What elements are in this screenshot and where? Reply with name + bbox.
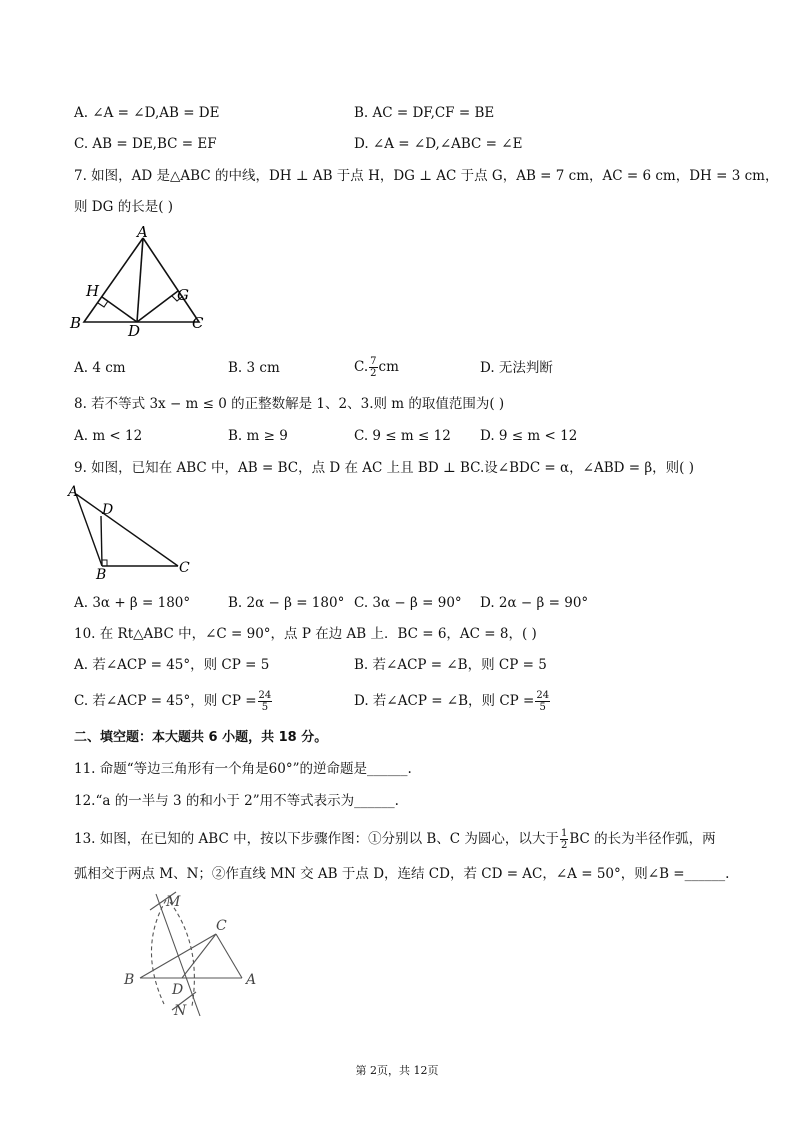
q9-option-b: B. 2α − β = 180°: [228, 595, 345, 611]
q7-label-h: H: [86, 282, 100, 300]
q8-stem: 8. 若不等式 3x − m ≤ 0 的正整数解是 1、2、3.则 m 的取值范围为( ): [74, 396, 505, 412]
section-2-title: 二、填空题：本大题共 6 小题，共 18 分。: [74, 730, 328, 745]
q9-segment-bd: [101, 516, 102, 566]
q7-label-d: D: [128, 322, 141, 340]
q13-label-c: C: [216, 918, 227, 934]
q6-option-a: A. ∠A = ∠D,AB = DE: [74, 105, 220, 121]
q7-label-b: B: [70, 314, 82, 332]
q8-option-d: D. 9 ≤ m < 12: [480, 428, 578, 444]
q13-stem-line1: 13. 如图，在已知的 ABC 中，按以下步骤作图：①分别以 B、C 为圆心，以大于 $\frac{1}{2}$ BC 的长为半径作弧，两: [74, 828, 716, 851]
q7-option-c: C. $\frac{7}{2}$ cm: [354, 356, 399, 379]
q13-label-n: N: [174, 1003, 187, 1019]
q7-option-d: D. 无法判断: [480, 360, 553, 376]
q13-figure: [118, 888, 268, 1023]
q9-stem: 9. 如图，已知在 ABC 中，AB = BC，点 D 在 AC 上且 BD ⊥ BC.设∠BDC = α，∠ABD = β，则( ): [74, 460, 694, 476]
q13-side-ca: [216, 934, 242, 978]
q11-stem: 11. 命题“等边三角形有一个角是60°”的逆命题是______.: [74, 761, 412, 777]
q8-option-c: C. 9 ≤ m ≤ 12: [354, 428, 451, 444]
q13-label-a: A: [246, 972, 257, 988]
q9-option-c: C. 3α − β = 90°: [354, 595, 462, 611]
q7-stem-line1: 7. 如图，AD 是△ABC 的中线，DH ⊥ AB 于点 H，DG ⊥ AC 于点 G，AB = 7 cm，AC = 6 cm，DH = 3 cm，: [74, 168, 779, 184]
q8-option-b: B. m ≥ 9: [228, 428, 288, 444]
q7-right-angle-h: [98, 301, 108, 307]
q9-label-a: A: [68, 484, 79, 500]
q9-label-d: D: [102, 502, 114, 518]
q9-label-c: C: [179, 560, 190, 576]
q7-label-c: C: [192, 314, 204, 332]
q9-side-ab: [76, 494, 102, 566]
q9-option-a: A. 3α + β = 180°: [74, 595, 191, 611]
q7-stem-line2: 则 DG 的长是( ): [74, 199, 174, 215]
q10-stem: 10. 在 Rt△ABC 中，∠C = 90°，点 P 在边 AB 上．BC = 6，AC = 8，( ): [74, 626, 537, 642]
q7-label-g: G: [177, 286, 189, 304]
q8-option-a: A. m < 12: [74, 428, 143, 444]
q13-segment-cd: [182, 934, 216, 978]
q7-segment-dg: [137, 291, 178, 322]
q13-label-b: B: [124, 972, 135, 988]
q9-option-d: D. 2α − β = 90°: [480, 595, 589, 611]
q13-label-d: D: [172, 982, 184, 998]
q10-option-d: D. 若∠ACP = ∠B，则 CP = $\frac{24}{5}$: [354, 690, 550, 713]
q7-option-a: A. 4 cm: [74, 360, 126, 376]
q10-option-c: C. 若∠ACP = 45°，则 CP = $\frac{24}{5}$: [74, 690, 272, 713]
page-footer: 第 2页，共 12页: [355, 1064, 439, 1077]
q7-figure: [66, 222, 216, 342]
q6-option-b: B. AC = DF,CF = BE: [354, 105, 495, 121]
q7-option-b: B. 3 cm: [228, 360, 280, 376]
q10-option-b: B. 若∠ACP = ∠B，则 CP = 5: [354, 657, 547, 673]
q7-label-a: A: [137, 223, 148, 241]
q13-label-m: M: [166, 894, 181, 910]
q6-option-c: C. AB = DE,BC = EF: [74, 136, 217, 152]
q9-right-angle-b: [102, 560, 107, 566]
q10-option-a: A. 若∠ACP = 45°，则 CP = 5: [74, 657, 270, 673]
q13-stem-line2: 弧相交于两点 M、N；②作直线 MN 交 AB 于点 D，连结 CD，若 CD = AC，∠A = 50°，则∠B =______.: [74, 866, 730, 882]
q6-option-d: D. ∠A = ∠D,∠ABC = ∠E: [354, 136, 523, 152]
q9-figure: [66, 482, 206, 582]
q7-median-ad: [137, 238, 143, 322]
q9-label-b: B: [96, 567, 107, 582]
q12-stem: 12.“a 的一半与 3 的和小于 2”用不等式表示为______.: [74, 793, 399, 809]
q9-side-ac: [76, 494, 178, 566]
q7-segment-dh: [102, 297, 137, 322]
